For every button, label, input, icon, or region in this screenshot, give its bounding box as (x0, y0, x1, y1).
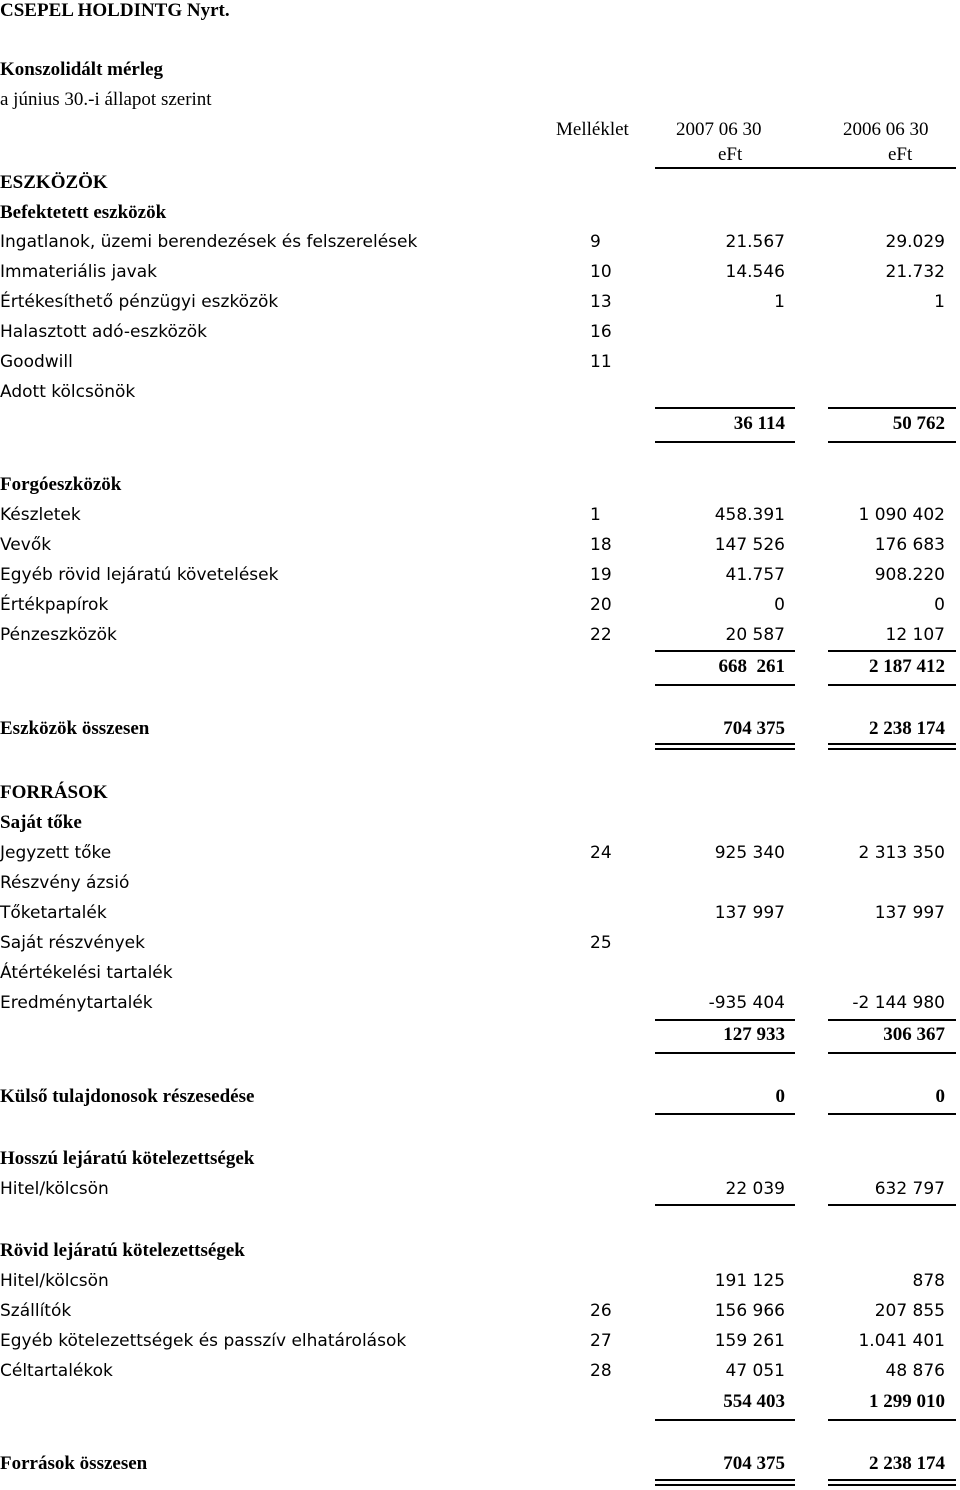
long-term-underline-2006 (828, 1204, 956, 1206)
column-header-2006: 2006 06 30 (843, 119, 929, 140)
table-row (0, 902, 950, 924)
row-label: Vevők (0, 535, 52, 555)
row-value-2006: 908.220 (874, 565, 945, 585)
header-rule (655, 167, 956, 169)
table-row (0, 594, 950, 616)
row-note: 26 (590, 1301, 612, 1321)
subtotal-value-2007: 554 403 (723, 1391, 785, 1412)
table-row (0, 534, 950, 556)
row-note: 24 (590, 843, 612, 863)
row-label: Szállítók (0, 1301, 72, 1321)
subtotal-rule-2006 (828, 407, 956, 409)
subtotal-underline-2006 (828, 441, 956, 443)
row-value-2006: 1.041 401 (858, 1331, 945, 1351)
row-value-2007: 22 039 (725, 1179, 785, 1199)
subtotal-value-2006: 50 762 (892, 413, 945, 434)
row-value-2006: 207 855 (874, 1301, 945, 1321)
row-value-2006: 29.029 (885, 232, 945, 252)
subtotal-rule-2006 (828, 1019, 956, 1021)
total-value-2006: 2 238 174 (869, 718, 945, 739)
subsection-heading-fixed-assets: Befektetett eszközök (0, 202, 167, 223)
row-value-2007: 1 (774, 292, 785, 312)
section-heading-liabilities: FORRÁSOK (0, 782, 108, 803)
row-value-2006: 878 (912, 1271, 945, 1291)
total-row-liabilities (0, 1453, 950, 1475)
minority-underline-2007 (655, 1113, 795, 1115)
subtotal-value-2006: 306 367 (883, 1024, 945, 1045)
table-row (0, 351, 950, 373)
row-note: 10 (590, 262, 612, 282)
row-label: Immateriális javak (0, 262, 157, 282)
row-note: 25 (590, 933, 612, 953)
row-label: Hitel/kölcsön (0, 1271, 109, 1291)
subtotal-underline-2006 (828, 1419, 956, 1421)
long-term-underline-2007 (655, 1204, 795, 1206)
row-note: 16 (590, 322, 612, 342)
subtotal-value-2007: 36 114 (733, 413, 785, 434)
table-row (0, 381, 950, 403)
table-row (0, 291, 950, 313)
table-row (0, 992, 950, 1014)
subtotal-underline-2006 (828, 1052, 956, 1054)
table-row (0, 842, 950, 864)
row-label: Pénzeszközök (0, 625, 117, 645)
subtotal-rule-2007 (655, 1019, 795, 1021)
row-value-2007: 20 587 (725, 625, 785, 645)
table-row (0, 932, 950, 954)
table-row (0, 962, 950, 984)
table-row (0, 321, 950, 343)
row-label: Jegyzett tőke (0, 843, 112, 863)
table-row (0, 564, 950, 586)
row-note: 9 (590, 232, 601, 252)
row-value-2007: 458.391 (714, 505, 785, 525)
row-value-2006: 0 (935, 1086, 945, 1107)
subtotal-value-2006: 2 187 412 (869, 656, 945, 677)
row-value-2007: 0 (775, 1086, 785, 1107)
minority-interest-row (0, 1086, 950, 1108)
column-header-2007: 2007 06 30 (676, 119, 762, 140)
row-label: Goodwill (0, 352, 73, 372)
row-label: Céltartalékok (0, 1361, 113, 1381)
row-label: Ingatlanok, üzemi berendezések és felszerelések (0, 232, 418, 252)
table-row (0, 1330, 950, 1352)
row-note: 13 (590, 292, 612, 312)
row-value-2007: 41.757 (725, 565, 785, 585)
section-heading-assets: ESZKÖZÖK (0, 172, 108, 193)
subtotal-underline-2007 (655, 684, 795, 686)
row-label: Átértékelési tartalék (0, 963, 173, 983)
row-value-2007: 159 261 (714, 1331, 785, 1351)
row-value-2007: 925 340 (714, 843, 785, 863)
column-unit-2006: eFt (888, 144, 913, 165)
row-value-2006: 21.732 (885, 262, 945, 282)
column-unit-2007: eFt (718, 144, 743, 165)
row-note: 1 (590, 505, 601, 525)
subtotal-underline-2007 (655, 441, 795, 443)
row-value-2006: 137 997 (874, 903, 945, 923)
total-double-rule-2007 (655, 1479, 795, 1486)
subsection-heading-long-term: Hosszú lejáratú kötelezettségek (0, 1148, 255, 1169)
document-title: Konszolidált mérleg (0, 59, 164, 80)
table-row (0, 624, 950, 646)
total-label: Források összesen (0, 1453, 148, 1474)
row-value-2007: 0 (774, 595, 785, 615)
total-value-2007: 704 375 (723, 1453, 785, 1474)
row-note: 18 (590, 535, 612, 555)
row-note: 19 (590, 565, 612, 585)
row-label: Értékpapírok (0, 595, 109, 615)
table-row (0, 872, 950, 894)
table-row (0, 1270, 950, 1292)
row-label: Egyéb kötelezettségek és passzív elhatárolások (0, 1331, 407, 1351)
row-label: Saját részvények (0, 933, 145, 953)
row-label: Halasztott adó-eszközök (0, 322, 208, 342)
table-row (0, 261, 950, 283)
minority-underline-2006 (828, 1113, 956, 1115)
row-value-2006: 48 876 (885, 1361, 945, 1381)
subtotal-rule-2007 (655, 650, 795, 652)
row-note: 11 (590, 352, 612, 372)
row-value-2007: -935 404 (708, 993, 785, 1013)
total-double-rule-2006 (828, 743, 956, 750)
row-value-2006: -2 144 980 (852, 993, 945, 1013)
total-double-rule-2006 (828, 1479, 956, 1486)
subtotal-underline-2006 (828, 684, 956, 686)
row-value-2006: 1 090 402 (858, 505, 945, 525)
row-note: 28 (590, 1361, 612, 1381)
company-name: CSEPEL HOLDINTG Nyrt. (0, 0, 230, 21)
row-value-2007: 156 966 (714, 1301, 785, 1321)
row-value-2007: 137 997 (714, 903, 785, 923)
total-row-assets (0, 718, 950, 740)
row-label: Adott kölcsönök (0, 382, 136, 402)
row-label: Részvény ázsió (0, 873, 130, 893)
total-value-2007: 704 375 (723, 718, 785, 739)
table-row (0, 1300, 950, 1322)
column-header-note: Melléklet (556, 119, 629, 140)
table-row (0, 1360, 950, 1382)
subtotal-value-2007: 668 261 (718, 656, 785, 677)
subtotal-underline-2007 (655, 1052, 795, 1054)
subtotal-underline-2007 (655, 1419, 795, 1421)
subtotal-value-2007: 127 933 (723, 1024, 785, 1045)
total-double-rule-2007 (655, 743, 795, 750)
row-label: Külső tulajdonosok részesedése (0, 1086, 255, 1107)
row-label: Tőketartalék (0, 903, 107, 923)
row-value-2007: 191 125 (714, 1271, 785, 1291)
row-value-2007: 147 526 (714, 535, 785, 555)
row-label: Eredménytartalék (0, 993, 153, 1013)
row-value-2006: 12 107 (885, 625, 945, 645)
row-value-2006: 2 313 350 (858, 843, 945, 863)
row-note: 27 (590, 1331, 612, 1351)
subsection-heading-short-term: Rövid lejáratú kötelezettségek (0, 1240, 245, 1261)
table-row (0, 231, 950, 253)
row-value-2006: 632 797 (874, 1179, 945, 1199)
row-label: Egyéb rövid lejáratú követelések (0, 565, 279, 585)
row-value-2007: 14.546 (725, 262, 785, 282)
row-note: 22 (590, 625, 612, 645)
subtotal-value-2006: 1 299 010 (869, 1391, 945, 1412)
subtotal-rule-2007 (655, 407, 795, 409)
row-note: 20 (590, 595, 612, 615)
row-label: Hitel/kölcsön (0, 1179, 109, 1199)
row-value-2006: 1 (934, 292, 945, 312)
row-value-2006: 0 (934, 595, 945, 615)
document-subtitle: a június 30.-i állapot szerint (0, 89, 212, 110)
row-label: Készletek (0, 505, 81, 525)
total-label: Eszközök összesen (0, 718, 150, 739)
subsection-heading-current-assets: Forgóeszközök (0, 474, 122, 495)
row-value-2007: 47 051 (725, 1361, 785, 1381)
subtotal-rule-2006 (828, 650, 956, 652)
row-label: Értékesíthető pénzügyi eszközök (0, 292, 279, 312)
table-row (0, 504, 950, 526)
subsection-heading-equity: Saját tőke (0, 812, 82, 833)
row-value-2006: 176 683 (874, 535, 945, 555)
row-value-2007: 21.567 (725, 232, 785, 252)
table-row (0, 1178, 950, 1200)
total-value-2006: 2 238 174 (869, 1453, 945, 1474)
